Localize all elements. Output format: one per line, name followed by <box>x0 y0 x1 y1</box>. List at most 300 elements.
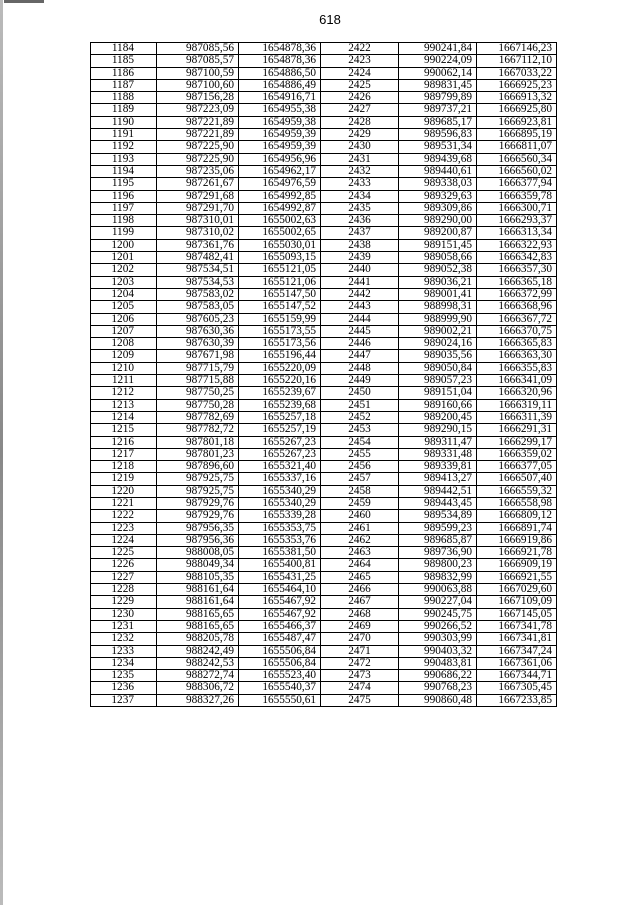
x-coordinate-2-cell: 989160,66 <box>399 399 477 411</box>
point-number-2-cell: 2427 <box>321 104 399 116</box>
x-coordinate-cell: 987221,89 <box>157 116 239 128</box>
point-number-cell: 1232 <box>91 633 157 645</box>
y-coordinate-cell: 1655340,29 <box>239 497 321 509</box>
table-row <box>91 55 557 67</box>
y-coordinate-2-cell: 1666363,30 <box>477 350 557 362</box>
x-coordinate-2-cell: 989443,45 <box>399 497 477 509</box>
table-row <box>91 129 557 141</box>
x-coordinate-2-cell: 989685,17 <box>399 116 477 128</box>
y-coordinate-2-cell: 1666909,19 <box>477 559 557 571</box>
x-coordinate-2-cell: 989311,47 <box>399 436 477 448</box>
x-coordinate-cell: 987750,28 <box>157 399 239 411</box>
y-coordinate-2-cell: 1666560,02 <box>477 165 557 177</box>
point-number-cell: 1210 <box>91 362 157 374</box>
point-number-cell: 1218 <box>91 461 157 473</box>
y-coordinate-cell: 1654992,87 <box>239 202 321 214</box>
point-number-2-cell: 2458 <box>321 485 399 497</box>
y-coordinate-2-cell: 1666368,96 <box>477 301 557 313</box>
table-row <box>91 608 557 620</box>
table-row <box>91 264 557 276</box>
point-number-cell: 1211 <box>91 375 157 387</box>
point-number-2-cell: 2470 <box>321 633 399 645</box>
point-number-cell: 1221 <box>91 497 157 509</box>
point-number-cell: 1186 <box>91 67 157 79</box>
point-number-cell: 1219 <box>91 473 157 485</box>
point-number-cell: 1201 <box>91 252 157 264</box>
x-coordinate-2-cell: 989338,03 <box>399 178 477 190</box>
table-row <box>91 620 557 632</box>
y-coordinate-2-cell: 1667112,10 <box>477 55 557 67</box>
point-number-cell: 1229 <box>91 596 157 608</box>
table-row <box>91 559 557 571</box>
y-coordinate-2-cell: 1666559,32 <box>477 485 557 497</box>
y-coordinate-2-cell: 1666560,34 <box>477 153 557 165</box>
x-coordinate-cell: 987291,68 <box>157 190 239 202</box>
x-coordinate-2-cell: 990063,88 <box>399 584 477 596</box>
y-coordinate-2-cell: 1666313,34 <box>477 227 557 239</box>
y-coordinate-cell: 1654956,96 <box>239 153 321 165</box>
x-coordinate-cell: 987310,01 <box>157 215 239 227</box>
point-number-cell: 1204 <box>91 288 157 300</box>
y-coordinate-2-cell: 1666925,23 <box>477 79 557 91</box>
point-number-2-cell: 2468 <box>321 608 399 620</box>
y-coordinate-cell: 1654955,38 <box>239 104 321 116</box>
x-coordinate-cell: 987782,69 <box>157 411 239 423</box>
x-coordinate-2-cell: 989057,23 <box>399 375 477 387</box>
table-row <box>91 202 557 214</box>
table-row <box>91 165 557 177</box>
x-coordinate-2-cell: 989309,86 <box>399 202 477 214</box>
point-number-cell: 1198 <box>91 215 157 227</box>
y-coordinate-2-cell: 1666365,83 <box>477 338 557 350</box>
y-coordinate-2-cell: 1667341,81 <box>477 633 557 645</box>
table-row <box>91 461 557 473</box>
x-coordinate-cell: 987715,88 <box>157 375 239 387</box>
point-number-2-cell: 2433 <box>321 178 399 190</box>
y-coordinate-2-cell: 1666342,83 <box>477 252 557 264</box>
point-number-cell: 1200 <box>91 239 157 251</box>
y-coordinate-cell: 1655540,37 <box>239 682 321 694</box>
y-coordinate-cell: 1655353,75 <box>239 522 321 534</box>
point-number-cell: 1185 <box>91 55 157 67</box>
y-coordinate-2-cell: 1666365,18 <box>477 276 557 288</box>
x-coordinate-2-cell: 989831,45 <box>399 79 477 91</box>
y-coordinate-2-cell: 1666558,98 <box>477 497 557 509</box>
x-coordinate-2-cell: 989685,87 <box>399 534 477 546</box>
scan-edge <box>0 0 3 905</box>
point-number-cell: 1217 <box>91 448 157 460</box>
x-coordinate-2-cell: 989036,21 <box>399 276 477 288</box>
x-coordinate-2-cell: 989052,38 <box>399 264 477 276</box>
x-coordinate-2-cell: 989737,21 <box>399 104 477 116</box>
x-coordinate-cell: 987261,67 <box>157 178 239 190</box>
y-coordinate-2-cell: 1666357,30 <box>477 264 557 276</box>
table-row <box>91 338 557 350</box>
table-row <box>91 547 557 559</box>
y-coordinate-2-cell: 1666507,40 <box>477 473 557 485</box>
y-coordinate-cell: 1654992,85 <box>239 190 321 202</box>
y-coordinate-2-cell: 1667305,45 <box>477 682 557 694</box>
table-row <box>91 411 557 423</box>
point-number-cell: 1223 <box>91 522 157 534</box>
point-number-2-cell: 2450 <box>321 387 399 399</box>
point-number-2-cell: 2429 <box>321 129 399 141</box>
y-coordinate-2-cell: 1666809,12 <box>477 510 557 522</box>
point-number-cell: 1199 <box>91 227 157 239</box>
x-coordinate-2-cell: 989001,41 <box>399 288 477 300</box>
y-coordinate-cell: 1655464,10 <box>239 584 321 596</box>
x-coordinate-cell: 987100,60 <box>157 79 239 91</box>
x-coordinate-2-cell: 989024,16 <box>399 338 477 350</box>
y-coordinate-cell: 1655400,81 <box>239 559 321 571</box>
point-number-cell: 1212 <box>91 387 157 399</box>
y-coordinate-2-cell: 1667033,22 <box>477 67 557 79</box>
y-coordinate-cell: 1655173,56 <box>239 338 321 350</box>
x-coordinate-2-cell: 989413,27 <box>399 473 477 485</box>
point-number-cell: 1213 <box>91 399 157 411</box>
x-coordinate-cell: 987085,57 <box>157 55 239 67</box>
x-coordinate-2-cell: 989290,15 <box>399 424 477 436</box>
point-number-cell: 1195 <box>91 178 157 190</box>
point-number-2-cell: 2454 <box>321 436 399 448</box>
y-coordinate-cell: 1655487,47 <box>239 633 321 645</box>
table-row <box>91 67 557 79</box>
y-coordinate-cell: 1654959,39 <box>239 141 321 153</box>
point-number-2-cell: 2448 <box>321 362 399 374</box>
point-number-2-cell: 2467 <box>321 596 399 608</box>
table-row <box>91 239 557 251</box>
x-coordinate-2-cell: 988998,31 <box>399 301 477 313</box>
point-number-2-cell: 2446 <box>321 338 399 350</box>
y-coordinate-cell: 1654962,17 <box>239 165 321 177</box>
x-coordinate-2-cell: 989442,51 <box>399 485 477 497</box>
x-coordinate-cell: 988049,34 <box>157 559 239 571</box>
point-number-2-cell: 2452 <box>321 411 399 423</box>
point-number-cell: 1236 <box>91 682 157 694</box>
y-coordinate-2-cell: 1666319,11 <box>477 399 557 411</box>
y-coordinate-cell: 1654886,49 <box>239 79 321 91</box>
table-row <box>91 448 557 460</box>
table-row <box>91 325 557 337</box>
x-coordinate-cell: 987085,56 <box>157 43 239 55</box>
table-row <box>91 141 557 153</box>
coordinates-table <box>90 42 557 707</box>
point-number-2-cell: 2455 <box>321 448 399 460</box>
x-coordinate-cell: 987223,09 <box>157 104 239 116</box>
table-row <box>91 682 557 694</box>
y-coordinate-2-cell: 1666891,74 <box>477 522 557 534</box>
y-coordinate-2-cell: 1666919,86 <box>477 534 557 546</box>
point-number-2-cell: 2471 <box>321 645 399 657</box>
y-coordinate-cell: 1655353,76 <box>239 534 321 546</box>
x-coordinate-cell: 987925,75 <box>157 473 239 485</box>
x-coordinate-cell: 987605,23 <box>157 313 239 325</box>
x-coordinate-2-cell: 989058,66 <box>399 252 477 264</box>
point-number-2-cell: 2449 <box>321 375 399 387</box>
table-row <box>91 473 557 485</box>
page-number: 618 <box>319 12 341 27</box>
table-row <box>91 116 557 128</box>
table-row <box>91 510 557 522</box>
y-coordinate-2-cell: 1666293,37 <box>477 215 557 227</box>
y-coordinate-2-cell: 1666923,81 <box>477 116 557 128</box>
x-coordinate-2-cell: 989736,90 <box>399 547 477 559</box>
x-coordinate-cell: 987583,02 <box>157 288 239 300</box>
y-coordinate-2-cell: 1667361,06 <box>477 657 557 669</box>
y-coordinate-cell: 1655147,52 <box>239 301 321 313</box>
point-number-cell: 1184 <box>91 43 157 55</box>
table-row <box>91 534 557 546</box>
point-number-cell: 1203 <box>91 276 157 288</box>
y-coordinate-cell: 1655257,19 <box>239 424 321 436</box>
table-row <box>91 104 557 116</box>
point-number-cell: 1225 <box>91 547 157 559</box>
x-coordinate-2-cell: 989439,68 <box>399 153 477 165</box>
x-coordinate-cell: 987782,72 <box>157 424 239 436</box>
y-coordinate-2-cell: 1666359,78 <box>477 190 557 202</box>
x-coordinate-2-cell: 989002,21 <box>399 325 477 337</box>
table-row <box>91 633 557 645</box>
table-row <box>91 362 557 374</box>
y-coordinate-cell: 1655337,16 <box>239 473 321 485</box>
x-coordinate-cell: 987630,36 <box>157 325 239 337</box>
x-coordinate-cell: 987956,35 <box>157 522 239 534</box>
y-coordinate-cell: 1655220,16 <box>239 375 321 387</box>
table-row <box>91 92 557 104</box>
y-coordinate-2-cell: 1666311,39 <box>477 411 557 423</box>
point-number-2-cell: 2453 <box>321 424 399 436</box>
table-row <box>91 227 557 239</box>
y-coordinate-2-cell: 1667146,23 <box>477 43 557 55</box>
table-row <box>91 350 557 362</box>
y-coordinate-cell: 1655339,28 <box>239 510 321 522</box>
y-coordinate-cell: 1655321,40 <box>239 461 321 473</box>
x-coordinate-cell: 987221,89 <box>157 129 239 141</box>
y-coordinate-2-cell: 1666367,72 <box>477 313 557 325</box>
y-coordinate-cell: 1655093,15 <box>239 252 321 264</box>
y-coordinate-2-cell: 1667233,85 <box>477 694 557 706</box>
point-number-2-cell: 2456 <box>321 461 399 473</box>
point-number-2-cell: 2428 <box>321 116 399 128</box>
y-coordinate-2-cell: 1666320,96 <box>477 387 557 399</box>
x-coordinate-cell: 988165,65 <box>157 608 239 620</box>
point-number-2-cell: 2445 <box>321 325 399 337</box>
x-coordinate-cell: 987801,18 <box>157 436 239 448</box>
point-number-2-cell: 2423 <box>321 55 399 67</box>
x-coordinate-2-cell: 990768,23 <box>399 682 477 694</box>
table-row <box>91 190 557 202</box>
x-coordinate-cell: 987225,90 <box>157 141 239 153</box>
x-coordinate-2-cell: 989339,81 <box>399 461 477 473</box>
x-coordinate-cell: 987583,05 <box>157 301 239 313</box>
table-row <box>91 178 557 190</box>
point-number-2-cell: 2436 <box>321 215 399 227</box>
y-coordinate-cell: 1655220,09 <box>239 362 321 374</box>
y-coordinate-2-cell: 1667347,24 <box>477 645 557 657</box>
table-row <box>91 375 557 387</box>
y-coordinate-2-cell: 1666359,02 <box>477 448 557 460</box>
x-coordinate-cell: 987929,76 <box>157 510 239 522</box>
point-number-cell: 1214 <box>91 411 157 423</box>
x-coordinate-cell: 987534,53 <box>157 276 239 288</box>
point-number-cell: 1207 <box>91 325 157 337</box>
x-coordinate-cell: 987929,76 <box>157 497 239 509</box>
point-number-2-cell: 2466 <box>321 584 399 596</box>
x-coordinate-cell: 987100,59 <box>157 67 239 79</box>
y-coordinate-cell: 1655506,84 <box>239 657 321 669</box>
x-coordinate-2-cell: 989800,23 <box>399 559 477 571</box>
y-coordinate-cell: 1654878,36 <box>239 55 321 67</box>
x-coordinate-cell: 987956,36 <box>157 534 239 546</box>
y-coordinate-2-cell: 1667341,78 <box>477 620 557 632</box>
x-coordinate-2-cell: 989200,45 <box>399 411 477 423</box>
point-number-cell: 1224 <box>91 534 157 546</box>
x-coordinate-2-cell: 990686,22 <box>399 670 477 682</box>
point-number-cell: 1235 <box>91 670 157 682</box>
table-row <box>91 497 557 509</box>
y-coordinate-cell: 1654976,59 <box>239 178 321 190</box>
x-coordinate-2-cell: 989151,45 <box>399 239 477 251</box>
table-row <box>91 313 557 325</box>
y-coordinate-cell: 1655506,84 <box>239 645 321 657</box>
point-number-2-cell: 2444 <box>321 313 399 325</box>
table-row <box>91 522 557 534</box>
x-coordinate-2-cell: 989596,83 <box>399 129 477 141</box>
y-coordinate-cell: 1655159,99 <box>239 313 321 325</box>
point-number-2-cell: 2431 <box>321 153 399 165</box>
y-coordinate-cell: 1655239,68 <box>239 399 321 411</box>
x-coordinate-2-cell: 989534,89 <box>399 510 477 522</box>
x-coordinate-2-cell: 989832,99 <box>399 571 477 583</box>
y-coordinate-2-cell: 1666377,05 <box>477 461 557 473</box>
x-coordinate-2-cell: 989035,56 <box>399 350 477 362</box>
point-number-cell: 1193 <box>91 153 157 165</box>
point-number-2-cell: 2430 <box>321 141 399 153</box>
table-row <box>91 584 557 596</box>
table-row <box>91 79 557 91</box>
point-number-cell: 1197 <box>91 202 157 214</box>
x-coordinate-2-cell: 988999,90 <box>399 313 477 325</box>
x-coordinate-2-cell: 989531,34 <box>399 141 477 153</box>
y-coordinate-cell: 1654878,36 <box>239 43 321 55</box>
y-coordinate-2-cell: 1666913,32 <box>477 92 557 104</box>
x-coordinate-2-cell: 989200,87 <box>399 227 477 239</box>
x-coordinate-2-cell: 990483,81 <box>399 657 477 669</box>
x-coordinate-cell: 987534,51 <box>157 264 239 276</box>
y-coordinate-cell: 1655550,61 <box>239 694 321 706</box>
y-coordinate-2-cell: 1666811,07 <box>477 141 557 153</box>
x-coordinate-cell: 988165,65 <box>157 620 239 632</box>
table-row <box>91 399 557 411</box>
point-number-cell: 1222 <box>91 510 157 522</box>
point-number-2-cell: 2442 <box>321 288 399 300</box>
table-row <box>91 485 557 497</box>
x-coordinate-2-cell: 989331,48 <box>399 448 477 460</box>
x-coordinate-2-cell: 990403,32 <box>399 645 477 657</box>
y-coordinate-cell: 1655381,50 <box>239 547 321 559</box>
point-number-2-cell: 2475 <box>321 694 399 706</box>
point-number-cell: 1220 <box>91 485 157 497</box>
point-number-cell: 1233 <box>91 645 157 657</box>
coordinates-table-body <box>91 43 557 707</box>
point-number-2-cell: 2432 <box>321 165 399 177</box>
table-row <box>91 571 557 583</box>
table-row <box>91 288 557 300</box>
x-coordinate-2-cell: 990860,48 <box>399 694 477 706</box>
point-number-2-cell: 2462 <box>321 534 399 546</box>
y-coordinate-2-cell: 1667109,09 <box>477 596 557 608</box>
y-coordinate-2-cell: 1666370,75 <box>477 325 557 337</box>
point-number-cell: 1191 <box>91 129 157 141</box>
x-coordinate-cell: 988306,72 <box>157 682 239 694</box>
x-coordinate-cell: 987156,28 <box>157 92 239 104</box>
table-row <box>91 424 557 436</box>
x-coordinate-cell: 987671,98 <box>157 350 239 362</box>
point-number-cell: 1226 <box>91 559 157 571</box>
y-coordinate-cell: 1655173,55 <box>239 325 321 337</box>
point-number-2-cell: 2469 <box>321 620 399 632</box>
point-number-cell: 1192 <box>91 141 157 153</box>
point-number-cell: 1216 <box>91 436 157 448</box>
x-coordinate-cell: 988205,78 <box>157 633 239 645</box>
y-coordinate-2-cell: 1666895,19 <box>477 129 557 141</box>
y-coordinate-cell: 1655196,44 <box>239 350 321 362</box>
y-coordinate-cell: 1655121,05 <box>239 264 321 276</box>
x-coordinate-cell: 987310,02 <box>157 227 239 239</box>
x-coordinate-cell: 988161,64 <box>157 596 239 608</box>
point-number-cell: 1227 <box>91 571 157 583</box>
point-number-2-cell: 2457 <box>321 473 399 485</box>
table-row <box>91 694 557 706</box>
y-coordinate-2-cell: 1666921,55 <box>477 571 557 583</box>
y-coordinate-cell: 1655466,37 <box>239 620 321 632</box>
x-coordinate-cell: 988161,64 <box>157 584 239 596</box>
y-coordinate-2-cell: 1666355,83 <box>477 362 557 374</box>
table-row <box>91 645 557 657</box>
table-row <box>91 596 557 608</box>
x-coordinate-2-cell: 990224,09 <box>399 55 477 67</box>
table-row <box>91 387 557 399</box>
y-coordinate-cell: 1654959,38 <box>239 116 321 128</box>
table-row <box>91 153 557 165</box>
y-coordinate-2-cell: 1667344,71 <box>477 670 557 682</box>
table-row <box>91 252 557 264</box>
point-number-2-cell: 2447 <box>321 350 399 362</box>
table-row <box>91 215 557 227</box>
point-number-2-cell: 2474 <box>321 682 399 694</box>
x-coordinate-cell: 988008,05 <box>157 547 239 559</box>
x-coordinate-cell: 988242,53 <box>157 657 239 669</box>
y-coordinate-2-cell: 1666925,80 <box>477 104 557 116</box>
y-coordinate-cell: 1655147,50 <box>239 288 321 300</box>
point-number-2-cell: 2451 <box>321 399 399 411</box>
point-number-2-cell: 2461 <box>321 522 399 534</box>
x-coordinate-cell: 988272,74 <box>157 670 239 682</box>
x-coordinate-cell: 987925,75 <box>157 485 239 497</box>
point-number-cell: 1196 <box>91 190 157 202</box>
y-coordinate-cell: 1655257,18 <box>239 411 321 423</box>
y-coordinate-cell: 1654959,39 <box>239 129 321 141</box>
x-coordinate-cell: 987225,90 <box>157 153 239 165</box>
point-number-2-cell: 2438 <box>321 239 399 251</box>
point-number-2-cell: 2473 <box>321 670 399 682</box>
point-number-2-cell: 2460 <box>321 510 399 522</box>
point-number-2-cell: 2443 <box>321 301 399 313</box>
y-coordinate-cell: 1655523,40 <box>239 670 321 682</box>
point-number-2-cell: 2425 <box>321 79 399 91</box>
point-number-2-cell: 2440 <box>321 264 399 276</box>
point-number-cell: 1189 <box>91 104 157 116</box>
